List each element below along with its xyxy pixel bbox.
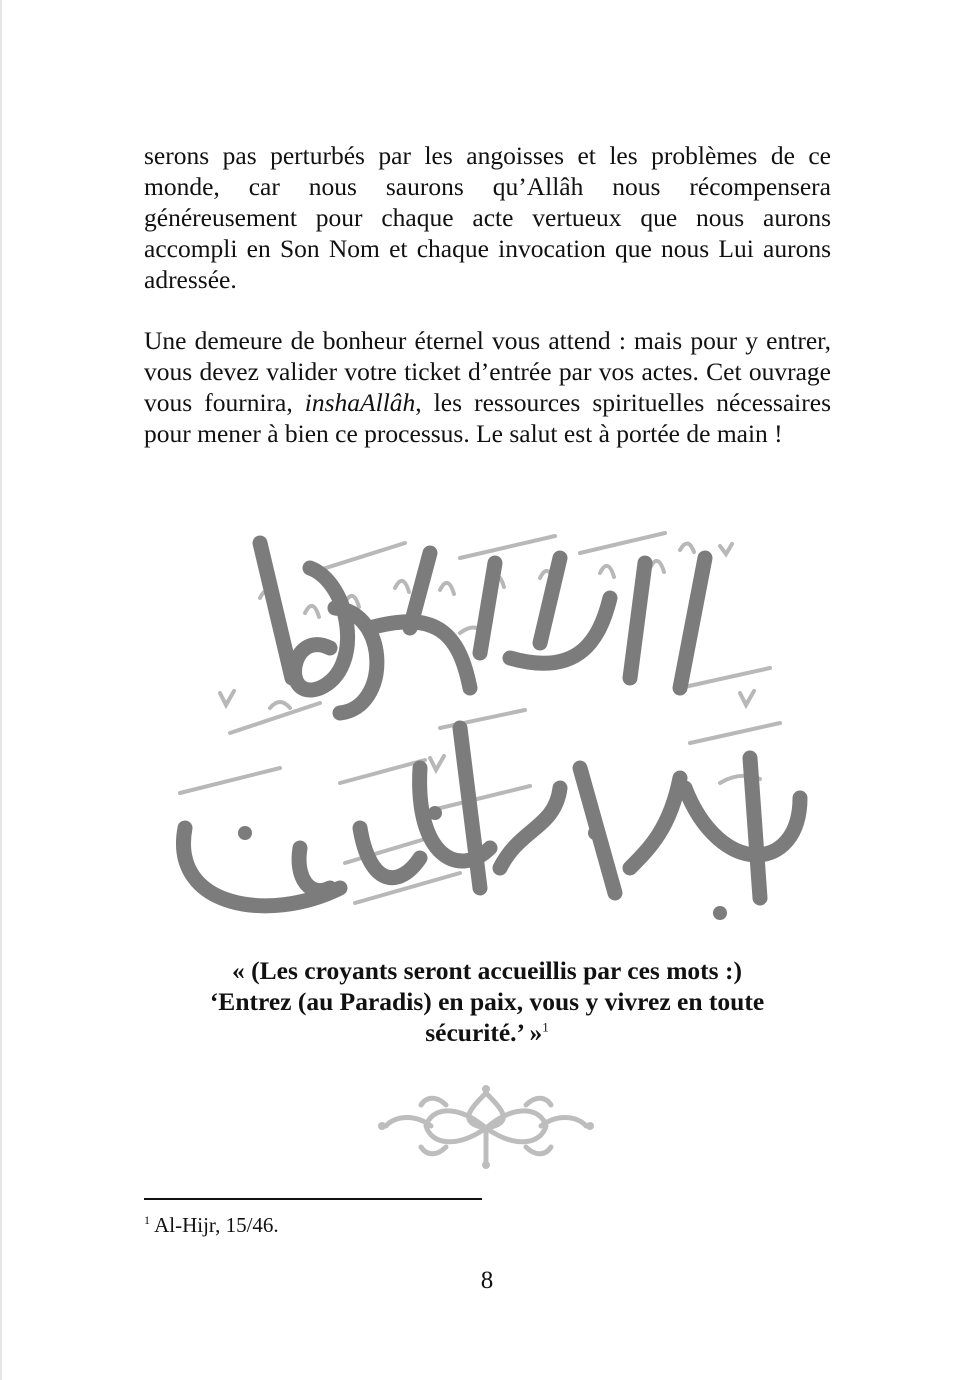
floral-ornament-icon <box>376 1083 596 1169</box>
body-paragraph-2 <box>144 325 831 449</box>
footnote-divider <box>144 1198 482 1200</box>
quran-quote <box>150 955 824 1048</box>
footnote-text: Al-Hijr, 15/46. <box>150 1213 279 1237</box>
paragraph-2-text-b: , les ressources spirituelles nécessaires pour mener à bien ce processus. Le salut est à portée de main ! <box>144 388 831 448</box>
page-edge <box>0 0 2 1380</box>
arabic-calligraphy <box>160 528 820 948</box>
quote-line-3-text: sécurité.’ » <box>425 1018 543 1047</box>
paragraph-2-text-a: Une demeure de bonheur éternel vous attend : mais pour y entrer, vous devez valider votre ticket d’entrée par vos actes. Cet ouvrage vous fournira, <box>144 326 831 417</box>
calligraphy-main-strokes <box>183 543 800 906</box>
footnote-number: 1 <box>144 1213 150 1227</box>
page-number: 8 <box>480 1267 494 1294</box>
quote-line-2: ‘Entrez (au Paradis) en paix, vous y vivrez en toute <box>209 987 765 1016</box>
quote-line-1: « (Les croyants seront accueillis par ces mots :) <box>232 956 742 985</box>
footnote <box>144 1212 279 1238</box>
footnote-reference: 1 <box>542 1019 549 1035</box>
quote-line-3 <box>150 1017 824 1048</box>
inshaallah-italic: inshaAllâh <box>304 388 416 417</box>
body-paragraph-1: serons pas perturbés par les angoisses et les problèmes de ce monde, car nous saurons qu’Allâh nous récompensera généreusement pour chaque acte vertueux que nous aurons accompli en Son Nom et chaque invocation que nous Lui aurons adressée. <box>144 141 831 294</box>
